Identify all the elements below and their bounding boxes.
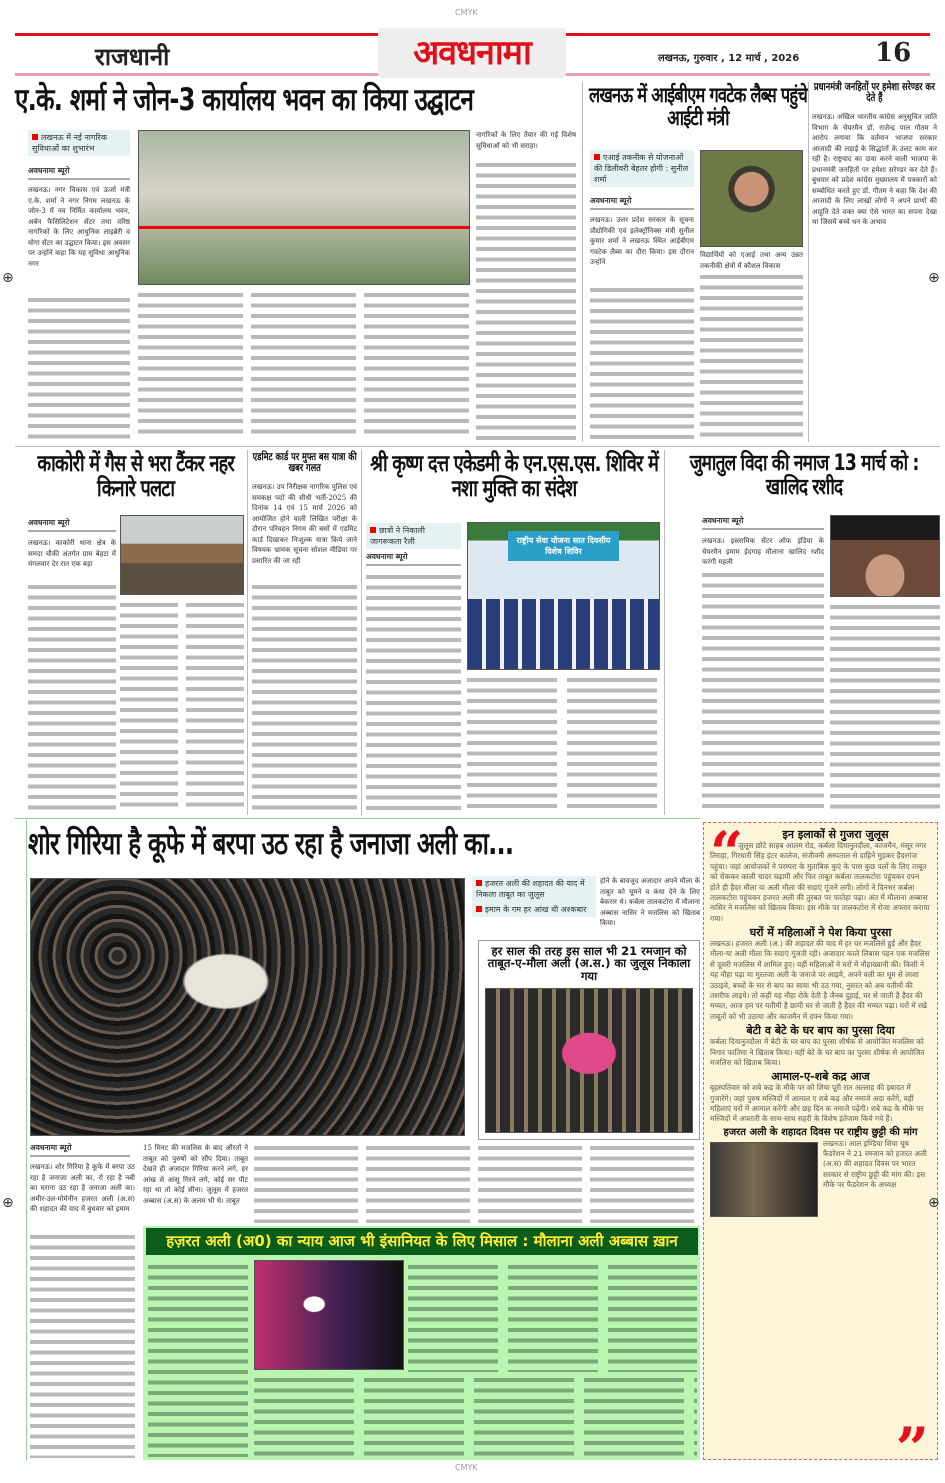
sidebar-section-title: हजरत अली के शहादत दिवस पर राष्ट्रीय छुट्टी की मांग	[723, 1126, 918, 1138]
sidebar-section-title: आमाल-ए-शबे कद्र आज	[771, 1070, 870, 1084]
story4-text-col2	[120, 600, 244, 812]
sidebar-section-text: लखनऊ। हजरत अली (अ.) की शहादत की याद में हर घर मजलिसें हुईं और हैदर मौला-या अली मौला कि सदाएं गूंजती रही। अजादार काले लिबास पहन एक मजलिस से दूसरी मजलिस में शामिल हुए। वहीं महिलाओं ने घरों में नौहाख्वानी की। किसी ने यह नौहा पढ़ा या मुरतजा अली के जनाजे पर आइये, अपने वली का धूम से लाशा उठाइये, बच्चों के सर से बाप का साया भी उठ गया, नुसरत को अब यतीमों की तशरीफ लाइये। तो कहीं यह नौहा रोके देती है जैनब दुहाई, घर से जाती है हैदर की मय्यत, आज हम पर यतीमी है छायी घर से जाती है हैदर की मय्यत पढ़ा। घरों में रखे ताबूतों को भी उठाया और काजमैन में दफ्न किया गया।	[710, 939, 930, 1021]
story8-box-headline: हर साल की तरह इस साल भी 21 रमजान को ताबूत-ए-मौला अली (अ.स.) का जुलूस निकाला गया	[487, 944, 691, 983]
story1-headline: ए.के. शर्मा ने जोन-3 कार्यालय भवन का किया उद्घाटन	[15, 82, 474, 118]
story2-text-col2	[700, 272, 803, 440]
bullet-icon	[32, 134, 38, 140]
registration-mark-icon: ⊕	[928, 1195, 940, 1211]
story2-headline: लखनऊ में आईबीएम गवटेक लैब्स पहुंचे आईटी मंत्री	[588, 83, 807, 130]
story9-headline-banner	[146, 1228, 698, 1255]
section-label: राजधानी	[95, 43, 170, 71]
registration-mark-icon: ⊕	[928, 270, 940, 286]
story2-minister-photo	[700, 150, 803, 247]
story4-byline: अवधनामा ब्यूरो	[28, 518, 116, 532]
registration-mark-icon: ⊕	[2, 270, 14, 286]
story8-bullet	[476, 878, 592, 900]
registration-mark-icon: ⊕	[2, 1195, 14, 1211]
sidebar-section	[710, 1071, 931, 1125]
story9-text-col1	[148, 1262, 248, 1457]
sidebar-section-text: लखनऊ। आल इण्डिया शिया यूथ फैडरेशन ने 21 रमजान को हजरत अली (अ.स) की शहादत दिवस पर भारत सरकार से राष्ट्रीय छुट्टी की मांग की। इस मौके पर फैडरेशन के अध्यक्ष	[823, 1138, 927, 1190]
story4-text-cont	[28, 582, 116, 812]
story5-text: लखनऊ। उप निरीक्षक नागरिक पुलिस एवं समकक्ष पदों की सीधी भर्ती-2025 की दिनांक 14 एवं 15 मार्च 2026 को आयोजित होने वाली लिखित परीक्षा के दौरान परिवहन निगम की बसों में एडमिट कार्ड दिखाकर निःशुल्क यात्रा किये जाने विषयक भ्रामक सूचना सोशल मीडिया पर प्रसारित की जा रही	[252, 483, 357, 565]
story2-byline: अवधनामा ब्यूरो	[590, 196, 694, 210]
story8-text-col1-cont	[30, 1232, 135, 1458]
story5-headline: एडमिट कार्ड पर मुफ्त बस यात्रा की खबर गलत	[252, 451, 357, 475]
bullet-icon	[370, 527, 376, 533]
story8-bullets	[472, 876, 596, 917]
story1-text-cols	[138, 290, 470, 440]
story7-byline: अवधनामा ब्यूरो	[702, 516, 824, 530]
sidebar-box	[703, 819, 938, 1483]
row-divider	[15, 818, 700, 819]
story1-inauguration-photo	[138, 130, 470, 285]
story6-text	[366, 572, 461, 812]
story7-text: लखनऊ। इस्लामिक सेंटर ऑफ इंडिया के चेयरमैन इमाम ईदगाह मौलाना खालिद रशीद फरंगी महली	[702, 537, 824, 566]
story4-text: लखनऊ। काकोरी थाना क्षेत्र के समदा चौकी अंतर्गत ग्राम बेहटा में मंगलवार देर रात एक बड़ा	[28, 539, 116, 568]
logo	[378, 28, 566, 78]
story3-headline: प्रधानमंत्री जनहितों पर हमेशा सरेण्डर कर देते हैं	[813, 81, 935, 105]
sidebar-section-text: जुलूस छोटे साहब आलम रोड, कर्बला दियानुतदौला, काजमैन, मंसूर नगर तिराहा, गिरधारी सिंह इंटर कालेज, संजीवनी अस्पताल से दाहिने मुड़कर हैदरगंज पहुंचा। जहां आयोजकों ने परम्परा के मुताबिक कुएं के पास कुछ पलों के लिए ताबूत को रोककर काली चादर चढ़ायी और फिर ताबूत कर्बला तालकटोरा पहुंचकर दफ्न होते ही हैदर मौला या अली मौला की सदाएं गूंजने लगी। लोगों ने दिनभर कर्बला तालकटोरा पहुंचकर हजरत अली की तुरबत पर फातेहा पढ़ा। अंत में मौलाना अब्बास नासिर ने मजलिस को खिताब किया। इस मौके पर तालकटोरा में रोजा अफ्तार कराया गया।	[710, 840, 930, 923]
story2-text: लखनऊ। उत्तर प्रदेश सरकार के सूचना प्रौद्योगिकी एवं इलेक्ट्रॉनिक्स मंत्री सुनील कुमार शर्मा ने लखनऊ स्थित आईबीएम गवटेक लैब्स का दौरा किया। इस दौरान उन्होंने	[590, 216, 694, 266]
bullet-icon	[476, 906, 482, 912]
sidebar-section-title: बेटी व बेटे के घर बाप का पुरसा दिया	[746, 1024, 895, 1038]
story4-headline: काकोरी में गैस से भरा टैंकर नहर किनारे पलटा	[37, 451, 234, 502]
column-divider	[361, 450, 362, 815]
subhead-text: छात्रों ने निकाली जागरूकता रैली	[370, 526, 425, 546]
nss-banner: राष्ट्रीय सेवा योजना सात दिवसीय विशेष शिविर	[508, 531, 619, 561]
story9-maulana-photo	[254, 1260, 404, 1370]
subhead-text: एआई तकनीक से योजनाओं की डिलीवरी बेहतर होगी : सुनील शर्मा	[594, 153, 689, 184]
story7-headline: जुमातुल विदा की नमाज 13 मार्च को : खालिद रशीद	[689, 451, 919, 500]
logo-text: अवधनामा	[413, 33, 531, 73]
quote-open-icon: “	[710, 819, 744, 887]
story6-headline: श्री कृष्ण दत्त एकेडमी के एन.एस.एस. शिविर में नशा मुक्ति का संदेश	[370, 451, 659, 502]
row-divider	[15, 446, 940, 447]
story7-text-col2	[830, 602, 940, 812]
story8-taboot-photo	[485, 988, 693, 1133]
sidebar-photo	[710, 1142, 818, 1217]
sidebar-section	[710, 1025, 931, 1068]
story8-side-text: होने के बावजूद अजादार अपने मौला के ताबूत को चूमने व कंधा देने के लिए बेकरार थे। कर्बला तालकटोरा में मौलाना अब्बास नासिर ने मजलिस को खिताब किया।	[600, 877, 700, 927]
story6-nss-photo	[467, 522, 660, 670]
sidebar-section-title: घरों में महिलाओं ने पेश किया पुरसा	[749, 926, 892, 940]
story9-text-col-right	[408, 1262, 697, 1372]
story8-text-cols	[254, 1143, 700, 1223]
story2-text-cont	[590, 285, 694, 440]
sidebar-section	[710, 927, 931, 1022]
sidebar-section-text: बृहस्पतिवार को शबे कद्र के मौके पर को शिया पूरी रात अल्लाह की इबादत में गुजारेंगे। जहां पुरुष मस्जिदों में आमाल ए शबे कद्र और नमाजे अदा करेंगे, वहीं महिलाएं घरों में आमाल करेंगी और छह दिन क नमाजे पढ़ेंगी। शबे कद्र के मौके पर मस्जिदों में अफ्तारी के साथ-साथ सहरी के विशेष इंतेजाम किये गये हैं।	[710, 1083, 924, 1124]
story8-procession-photo	[30, 878, 465, 1136]
print-mark: CMYK	[455, 8, 478, 17]
story7-text-cont	[702, 570, 824, 812]
story8-text2: 15 मिनट की मजलिस के बाद औरतों ने ताबूत को पुरुषों को सौंप दिया। ताबूत देखते ही अजादार गिरिया करने लगे, हर आंख से आंसू गिरने लगे, कोई सर पीट रहा था तो कोई सीना। जुलूस में हजरत अब्बास (अ.स) के अलम भी थे। ताबूत	[143, 1144, 248, 1205]
date-line: लखनऊ, गुरुवार , 12 मार्च , 2026	[658, 53, 800, 64]
story8-text: लखनऊ। शोर गिरिया है कूफे में बरपा उठ रहा है जनाजा अली का, रो रहा है नबी का घराना उठ रहा है जनाजा अली का। अमीर-उल-मोमेनीन हजरत अली (अ.स) की शहादत की याद में बुधवार को इमाम	[30, 1163, 135, 1213]
story1-text: लखनऊ। नगर विकास एवं ऊर्जा मंत्री ए.के. शर्मा ने नगर निगम लखनऊ के जोन-3 में नव निर्मित कार्यालय भवन, अर्बन फैसिलिटेशन सेंटर तथा वरिष्ठ नागरिकों के लिए आधुनिक लाइब्रेरी व योगा सेंटर का उद्घाटन किया। इस अवसर पर उन्होंने कहा कि यह सुविधा आधुनिक नगर	[28, 186, 130, 268]
story4-tanker-photo	[120, 515, 244, 595]
bullet-text: हजरत अली की शहादत की याद में निकला ताबूत का जुलूस	[476, 879, 585, 899]
bullet-icon	[594, 154, 600, 160]
story2-subhead	[590, 150, 694, 187]
story1-text-cont	[28, 295, 130, 440]
bullet-text: इमाम के गम हर आंख थी अश्कबार	[485, 905, 587, 914]
bullet-icon	[476, 880, 482, 886]
print-mark-bottom: CMYK	[455, 1463, 478, 1472]
column-divider	[664, 450, 665, 815]
story7-khalid-rashid-photo	[830, 515, 940, 597]
sidebar-section-text: कर्बला दियानुतदौला में बेटी के घर बाप का पुरसा शीर्षक से आयोजित मजलिस को निगार फातिमा ने खिताब किया। वहीं बेटे के घर बाप का पुरसा शीर्षक से आयोजित मजलिस को खिताब किया।	[710, 1037, 925, 1067]
column-divider	[808, 82, 809, 442]
story1-byline: अवधनामा ब्यूरो	[28, 166, 130, 180]
story9-text-cols	[254, 1375, 697, 1457]
story6-byline: अवधनामा ब्यूरो	[366, 552, 461, 566]
story1-text2: नागरिकों के लिए तैयार की गई विशेष सुविधाओं को भी सराहा।	[476, 131, 576, 150]
story8-bullet	[476, 904, 592, 915]
column-divider	[247, 450, 248, 815]
story6-text-cols	[467, 675, 660, 812]
story9-headline: हज़रत अली (अ0) का न्याय आज भी इंसानियत के लिए मिसाल : मौलाना अली अब्बास ख़ान	[166, 1232, 678, 1250]
sidebar-section-title: इन इलाकों से गुजरा जुलूस	[782, 828, 889, 841]
quote-close-icon: ”	[895, 1415, 929, 1483]
story8-headline: शोर गिरिया है कूफे में बरपा उठ रहा है जनाजा अली का...	[28, 826, 514, 862]
page-number: 16	[875, 38, 912, 68]
story5-text-cont	[252, 582, 357, 812]
story3-text: लखनऊ। अखिल भारतीय कांग्रेस अनुसूचित जाति विभाग के चेयरमैन डॉ. राजेन्द्र पाल गौतम ने आरोप लगाया कि वर्तमान भाजपा सरकार आजादी की लड़ाई के सिद्धांतों के उलट काम कर रही है। राष्ट्रवाद का दावा करने वाली भाजपा के प्रधानमंत्री जनहितों पर हमेशा सरेण्डर कर देते हैं। बुधवार को प्रदेश कांग्रेस मुख्यालय में पत्रकारों को सम्बोधित करते हुए डॉ. गौतम ने कहा कि देश की आजादी के लिए लाखों लोगों ने अपने प्राणों की आहुति देते वक्त क्या ऐसे भारत का सपना देखा था जिसमें बच्चे धन के अभाव	[812, 113, 937, 226]
story8-left-rule	[26, 820, 27, 1460]
story1-text-col	[476, 160, 576, 440]
story2-text2: विद्यार्थियों को एआई तथा अन्य उन्नत तकनीकी क्षेत्रों में कौशल विकास	[700, 251, 803, 270]
sidebar-section	[710, 1128, 931, 1191]
story8-byline: अवधनामा ब्यूरो	[30, 1143, 130, 1157]
story6-subhead	[366, 523, 461, 549]
column-divider	[582, 82, 583, 442]
story1-subhead	[28, 130, 130, 156]
subhead-text: लखनऊ में नई नागरिक सुविधाओं का शुभारंभ	[32, 133, 107, 153]
story8-box	[478, 940, 700, 1140]
